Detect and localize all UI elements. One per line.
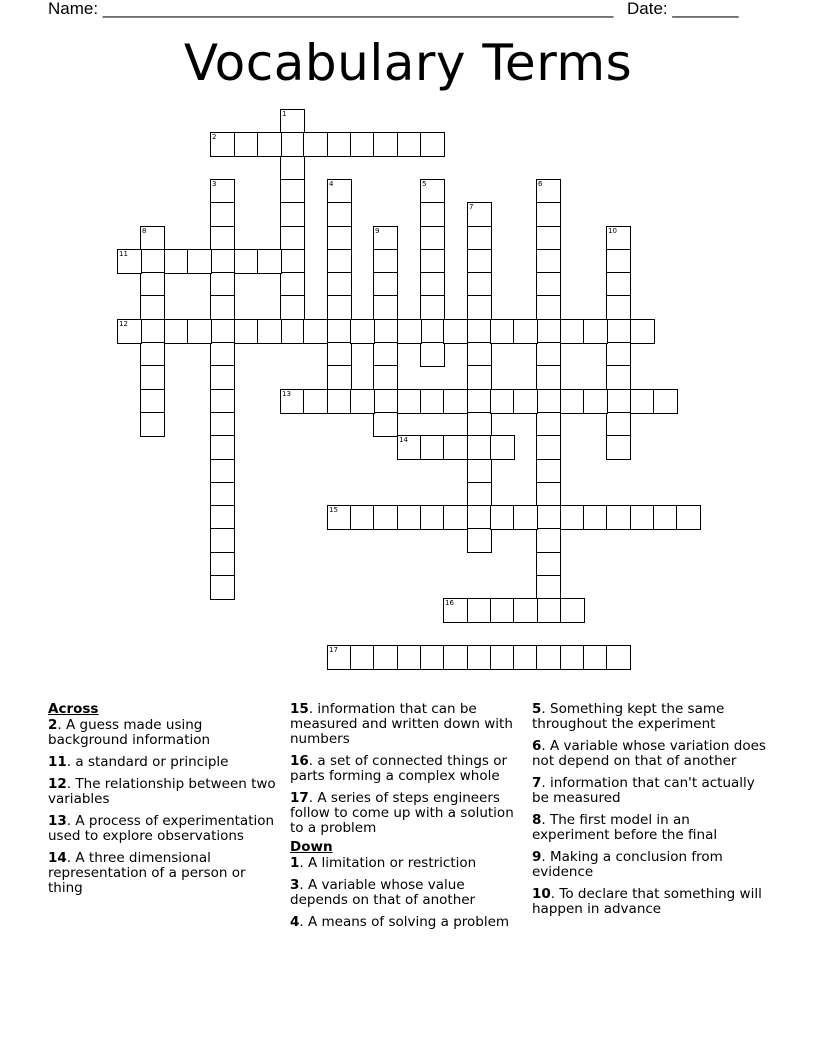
crossword-cell[interactable] (536, 249, 561, 274)
crossword-cell[interactable] (583, 319, 608, 344)
crossword-cell[interactable] (536, 552, 561, 577)
clue-text: Something kept the same throughout the experiment (532, 701, 725, 732)
crossword-cell[interactable] (513, 319, 538, 344)
crossword-cell[interactable] (210, 342, 235, 367)
clue-number: 12 (48, 776, 67, 792)
clue-number: 13 (282, 390, 291, 398)
crossword-cell[interactable] (187, 319, 212, 344)
crossword-cell[interactable] (513, 645, 538, 670)
crossword-cell[interactable] (397, 645, 422, 670)
crossword-cell[interactable] (536, 179, 561, 204)
clue-text: a standard or principle (75, 754, 229, 770)
crossword-cell[interactable] (443, 598, 468, 623)
crossword-cell[interactable] (280, 156, 305, 181)
crossword-cell[interactable] (420, 226, 445, 251)
clue-number: 1 (282, 110, 287, 118)
crossword-cell[interactable] (536, 645, 561, 670)
crossword-cell[interactable] (280, 389, 305, 414)
crossword-cell[interactable] (536, 389, 561, 414)
crossword-cell[interactable] (327, 179, 352, 204)
clue-text: A guess made using background information (48, 717, 211, 748)
crossword-cell[interactable] (397, 319, 422, 344)
crossword-cell[interactable] (536, 365, 561, 390)
crossword-cell[interactable] (140, 389, 165, 414)
crossword-cell[interactable] (536, 342, 561, 367)
crossword-cell[interactable] (536, 295, 561, 320)
clue-number: 16 (445, 599, 454, 607)
clue-text: A limitation or restriction (308, 855, 477, 871)
crossword-cell[interactable] (210, 365, 235, 390)
clue-number: 14 (48, 850, 67, 866)
crossword-cell[interactable] (536, 505, 561, 530)
crossword-cell[interactable] (606, 319, 631, 344)
crossword-cell[interactable] (420, 272, 445, 297)
clue-number: 8 (142, 227, 147, 235)
crossword-cell[interactable] (467, 482, 492, 507)
crossword-cell[interactable] (536, 575, 561, 600)
crossword-cell[interactable] (606, 295, 631, 320)
crossword-cell[interactable] (210, 179, 235, 204)
crossword-cell[interactable] (560, 598, 585, 623)
clue-number: 6 (532, 738, 542, 754)
crossword-cell[interactable] (606, 389, 631, 414)
across-clue: 13. A process of experimentation used to explore observations (48, 813, 275, 844)
clue-text: The relationship between two variables (48, 776, 276, 807)
clue-text: A three dimensional representation of a person or thing (48, 850, 246, 896)
crossword-cell[interactable] (164, 249, 189, 274)
crossword-cell[interactable] (467, 295, 492, 320)
crossword-cell[interactable] (536, 272, 561, 297)
across-clue: 14. A three dimensional representation of a person or thing (48, 850, 246, 896)
across-clue: 2. A guess made using background information (48, 717, 211, 748)
crossword-cell[interactable] (140, 226, 165, 251)
clue-text: Making a conclusion from evidence (532, 849, 723, 880)
clue-number: 17 (329, 646, 338, 654)
crossword-cell[interactable] (536, 412, 561, 437)
crossword-cell[interactable] (397, 505, 422, 530)
crossword-cell[interactable] (536, 598, 561, 623)
clue-number: 2 (48, 717, 58, 733)
crossword-cell[interactable] (373, 389, 398, 414)
clue-number: 10 (608, 227, 617, 235)
crossword-cell[interactable] (443, 389, 468, 414)
crossword-cell[interactable] (536, 459, 561, 484)
crossword-cell[interactable] (443, 645, 468, 670)
crossword-cell[interactable] (420, 435, 445, 460)
across-clue: 11. a standard or principle (48, 754, 229, 770)
crossword-cell[interactable] (350, 319, 375, 344)
crossword-cell[interactable] (303, 132, 328, 157)
crossword-cell[interactable] (350, 389, 375, 414)
crossword-cell[interactable] (536, 528, 561, 553)
clue-column-2 (290, 702, 526, 937)
crossword-cell[interactable] (536, 202, 561, 227)
crossword-cell[interactable] (210, 226, 235, 251)
crossword-cell[interactable] (280, 109, 305, 134)
across-clue: 17. A series of steps engineers follow to come up with a solution to a problem (290, 790, 514, 836)
crossword-cell[interactable] (560, 389, 585, 414)
crossword-cell[interactable] (210, 552, 235, 577)
crossword-cell[interactable] (467, 202, 492, 227)
crossword-cell[interactable] (420, 202, 445, 227)
crossword-cell[interactable] (536, 319, 561, 344)
crossword-cell[interactable] (210, 575, 235, 600)
down-heading: Down (290, 839, 333, 855)
crossword-cell[interactable] (140, 272, 165, 297)
crossword-cell[interactable] (630, 389, 655, 414)
down-clue: 9. Making a conclusion from evidence (532, 849, 723, 880)
crossword-cell[interactable] (257, 319, 282, 344)
crossword-cell[interactable] (210, 319, 235, 344)
crossword-cell[interactable] (373, 412, 398, 437)
crossword-cell[interactable] (490, 319, 515, 344)
crossword-cell[interactable] (583, 389, 608, 414)
crossword-cell[interactable] (397, 435, 422, 460)
clue-text: information that can be measured and written down with numbers (290, 701, 513, 747)
crossword-cell[interactable] (280, 179, 305, 204)
crossword-cell[interactable] (373, 365, 398, 390)
crossword-cell[interactable] (536, 482, 561, 507)
down-clue: 8. The first model in an experiment before the final (532, 812, 718, 843)
crossword-cell[interactable] (234, 249, 259, 274)
crossword-cell[interactable] (280, 272, 305, 297)
crossword-cell[interactable] (420, 319, 445, 344)
crossword-cell[interactable] (210, 412, 235, 437)
crossword-cell[interactable] (327, 249, 352, 274)
crossword-cell[interactable] (373, 342, 398, 367)
crossword-cell[interactable] (606, 342, 631, 367)
clue-text: The first model in an experiment before the final (532, 812, 718, 843)
crossword-cell[interactable] (210, 528, 235, 553)
crossword-cell[interactable] (467, 645, 492, 670)
crossword-cell[interactable] (490, 598, 515, 623)
crossword-cell[interactable] (420, 389, 445, 414)
crossword-cell[interactable] (327, 202, 352, 227)
crossword-cell[interactable] (327, 272, 352, 297)
name-field-label: Name: ______________________________________________________ (48, 0, 614, 18)
clue-text: A variable whose value depends on that of another (290, 877, 476, 908)
crossword-cell[interactable] (280, 319, 305, 344)
clue-number: 2 (212, 133, 217, 141)
crossword-cell[interactable] (443, 319, 468, 344)
clue-number: 8 (532, 812, 542, 828)
crossword-cell[interactable] (210, 482, 235, 507)
crossword-cell[interactable] (606, 645, 631, 670)
crossword-cell[interactable] (560, 319, 585, 344)
crossword-cell[interactable] (280, 202, 305, 227)
crossword-cell[interactable] (490, 645, 515, 670)
crossword-cell[interactable] (140, 342, 165, 367)
clue-number: 16 (290, 753, 309, 769)
crossword-cell[interactable] (140, 319, 165, 344)
crossword-cell[interactable] (467, 435, 492, 460)
crossword-cell[interactable] (210, 505, 235, 530)
crossword-cell[interactable] (140, 365, 165, 390)
crossword-cell[interactable] (257, 132, 282, 157)
crossword-cell[interactable] (140, 295, 165, 320)
crossword-cell[interactable] (560, 645, 585, 670)
crossword-cell[interactable] (210, 272, 235, 297)
crossword-cell[interactable] (490, 505, 515, 530)
crossword-cell[interactable] (467, 365, 492, 390)
crossword-cell[interactable] (606, 272, 631, 297)
crossword-cell[interactable] (210, 249, 235, 274)
crossword-cell[interactable] (327, 295, 352, 320)
clue-number: 11 (48, 754, 67, 770)
crossword-cell[interactable] (327, 505, 352, 530)
across-heading: Across (48, 701, 99, 717)
crossword-cell[interactable] (583, 505, 608, 530)
crossword-cell[interactable] (117, 319, 142, 344)
clue-number: 4 (290, 914, 300, 930)
crossword-cell[interactable] (350, 505, 375, 530)
crossword-cell[interactable] (327, 389, 352, 414)
clue-number: 3 (212, 180, 217, 188)
crossword-cell[interactable] (420, 505, 445, 530)
crossword-cell[interactable] (513, 505, 538, 530)
crossword-cell[interactable] (210, 295, 235, 320)
crossword-cell[interactable] (467, 249, 492, 274)
crossword-cell[interactable] (210, 389, 235, 414)
clue-number: 11 (119, 250, 128, 258)
crossword-cell[interactable] (536, 435, 561, 460)
down-clue: 1. A limitation or restriction (290, 855, 477, 871)
crossword-cell[interactable] (373, 132, 398, 157)
crossword-cell[interactable] (467, 389, 492, 414)
clue-number: 12 (119, 320, 128, 328)
crossword-cell[interactable] (513, 389, 538, 414)
crossword-cell[interactable] (234, 319, 259, 344)
crossword-cell[interactable] (606, 249, 631, 274)
crossword-cell[interactable] (327, 365, 352, 390)
crossword-cell[interactable] (420, 295, 445, 320)
crossword-cell[interactable] (234, 132, 259, 157)
crossword-cell[interactable] (467, 272, 492, 297)
crossword-cell[interactable] (327, 342, 352, 367)
crossword-cell[interactable] (630, 505, 655, 530)
crossword-cell[interactable] (467, 528, 492, 553)
crossword-cell[interactable] (606, 412, 631, 437)
clue-number: 4 (329, 180, 334, 188)
crossword-cell[interactable] (373, 319, 398, 344)
clue-number: 15 (329, 506, 338, 514)
crossword-cell[interactable] (327, 645, 352, 670)
crossword-cell[interactable] (257, 249, 282, 274)
clue-number: 15 (290, 701, 309, 717)
clue-number: 7 (532, 775, 542, 791)
crossword-cell[interactable] (280, 132, 305, 157)
clue-text: A process of experimentation used to explore observations (48, 813, 275, 844)
clue-number: 5 (532, 701, 542, 717)
clue-number: 6 (538, 180, 543, 188)
crossword-cell[interactable] (420, 249, 445, 274)
across-clue: 15. information that can be measured and written down with numbers (290, 701, 513, 747)
crossword-cell[interactable] (373, 272, 398, 297)
clue-text: information that can't actually be measured (532, 775, 755, 806)
crossword-cell[interactable] (397, 132, 422, 157)
crossword-cell[interactable] (630, 319, 655, 344)
across-clue: 16. a set of connected things or parts forming a complex whole (290, 753, 508, 784)
crossword-cell[interactable] (583, 645, 608, 670)
down-clue: 7. information that can't actually be measured (532, 775, 755, 806)
crossword-cell[interactable] (140, 249, 165, 274)
crossword-cell[interactable] (467, 319, 492, 344)
crossword-cell[interactable] (467, 412, 492, 437)
crossword-cell[interactable] (303, 389, 328, 414)
crossword-cell[interactable] (210, 132, 235, 157)
crossword-cell[interactable] (490, 435, 515, 460)
crossword-cell[interactable] (467, 505, 492, 530)
date-field-label: Date: _______ (627, 0, 739, 18)
crossword-cell[interactable] (420, 342, 445, 367)
down-clue: 5. Something kept the same throughout the experiment (532, 701, 725, 732)
crossword-cell[interactable] (210, 202, 235, 227)
crossword-cell[interactable] (187, 249, 212, 274)
clue-number: 7 (469, 203, 474, 211)
crossword-cell[interactable] (140, 412, 165, 437)
crossword-cell[interactable] (560, 505, 585, 530)
clue-number: 14 (399, 436, 408, 444)
down-clue: 4. A means of solving a problem (290, 914, 510, 930)
crossword-cell[interactable] (606, 435, 631, 460)
clue-number: 5 (422, 180, 427, 188)
across-clue: 12. The relationship between two variables (48, 776, 276, 807)
crossword-cell[interactable] (373, 249, 398, 274)
crossword-cell[interactable] (210, 459, 235, 484)
clue-number: 13 (48, 813, 67, 829)
crossword-cell[interactable] (280, 226, 305, 251)
crossword-cell[interactable] (397, 389, 422, 414)
crossword-cell[interactable] (373, 505, 398, 530)
clue-text: A means of solving a problem (308, 914, 510, 930)
crossword-cell[interactable] (653, 389, 678, 414)
down-clue: 6. A variable whose variation does not depend on that of another (532, 738, 766, 769)
crossword-cell[interactable] (536, 226, 561, 251)
clue-number: 10 (532, 886, 551, 902)
clue-number: 9 (532, 849, 542, 865)
crossword-cell[interactable] (653, 505, 678, 530)
crossword-cell[interactable] (280, 295, 305, 320)
down-clue: 3. A variable whose value depends on that of another (290, 877, 476, 908)
crossword-cell[interactable] (373, 645, 398, 670)
clue-text: A variable whose variation does not depend on that of another (532, 738, 766, 769)
crossword-cell[interactable] (443, 435, 468, 460)
crossword-cell[interactable] (303, 319, 328, 344)
crossword-cell[interactable] (350, 645, 375, 670)
clue-text: To declare that something will happen in advance (532, 886, 762, 917)
crossword-cell[interactable] (420, 132, 445, 157)
clue-text: a set of connected things or parts forming a complex whole (290, 753, 508, 784)
clue-number: 1 (290, 855, 300, 871)
crossword-cell[interactable] (490, 389, 515, 414)
crossword-cell[interactable] (350, 132, 375, 157)
crossword-cell[interactable] (467, 598, 492, 623)
crossword-cell[interactable] (443, 505, 468, 530)
crossword-cell[interactable] (117, 249, 142, 274)
crossword-cell[interactable] (467, 459, 492, 484)
crossword-cell[interactable] (606, 365, 631, 390)
crossword-cell[interactable] (467, 342, 492, 367)
clue-number: 3 (290, 877, 300, 893)
crossword-cell[interactable] (164, 319, 189, 344)
clue-number: 17 (290, 790, 309, 806)
crossword-cell[interactable] (513, 598, 538, 623)
clue-column-3 (532, 702, 768, 924)
crossword-cell[interactable] (467, 226, 492, 251)
crossword-cell[interactable] (676, 505, 701, 530)
clue-text: A series of steps engineers follow to come up with a solution to a problem (290, 790, 514, 836)
crossword-cell[interactable] (606, 226, 631, 251)
crossword-cell[interactable] (210, 435, 235, 460)
clue-column-1 (48, 702, 284, 903)
crossword-cell[interactable] (606, 505, 631, 530)
page-title: Vocabulary Terms (183, 34, 633, 92)
crossword-cell[interactable] (327, 319, 352, 344)
crossword-cell[interactable] (420, 179, 445, 204)
crossword-cell[interactable] (280, 249, 305, 274)
crossword-cell[interactable] (420, 645, 445, 670)
down-clue: 10. To declare that something will happen in advance (532, 886, 762, 917)
crossword-cell[interactable] (327, 226, 352, 251)
clue-number: 9 (375, 227, 380, 235)
crossword-cell[interactable] (373, 295, 398, 320)
crossword-cell[interactable] (373, 226, 398, 251)
crossword-cell[interactable] (327, 132, 352, 157)
